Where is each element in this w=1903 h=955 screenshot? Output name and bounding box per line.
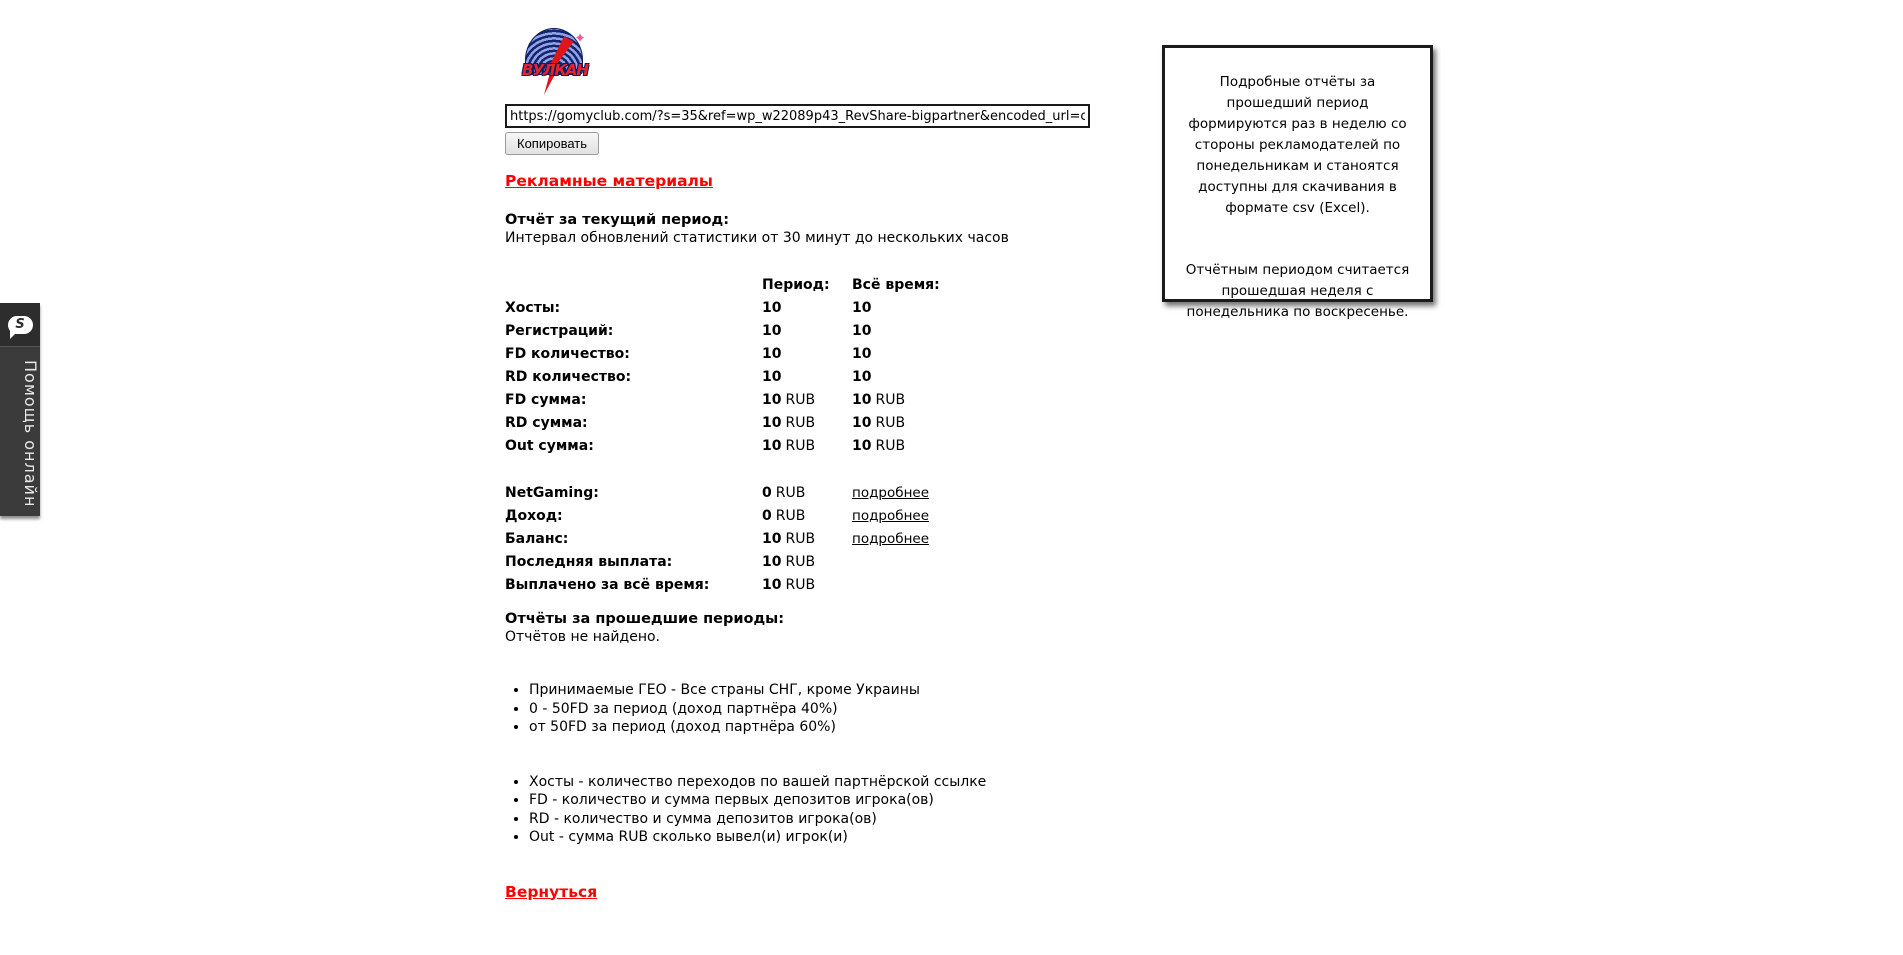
current-period-subtitle: Интервал обновлений статистики от 30 минут до нескольких часов [505, 230, 1009, 246]
account-value: 10 RUB [762, 531, 816, 547]
copy-button[interactable]: Копировать [505, 132, 599, 155]
stat-alltime-value: 10 [852, 323, 872, 339]
account-label: Выплачено за всё время: [505, 577, 710, 593]
list-item: • 0 - 50FD за период (доход партнёра 40%) [529, 700, 1145, 719]
stat-period-value: 10 [762, 369, 782, 385]
stat-label: RD сумма: [505, 415, 588, 431]
chat-bubble-icon [8, 316, 33, 334]
stat-label: RD количество: [505, 369, 632, 385]
account-label: Баланс: [505, 531, 569, 547]
stat-period-value: 10 RUB [762, 392, 816, 408]
list-item: • Хосты - количество переходов по вашей партнёрской ссылке [529, 773, 1145, 792]
logo-text: ВУЛКАН [522, 61, 588, 79]
account-value: 0 RUB [762, 485, 806, 501]
list-item: • Out - сумма RUB сколько вывел(и) игрок(и) [529, 828, 1145, 847]
terms-notes-list [505, 773, 1145, 847]
stat-period-value: 10 RUB [762, 438, 816, 454]
stat-alltime-value: 10 RUB [852, 392, 906, 408]
stat-period-value: 10 [762, 346, 782, 362]
stat-label: Хосты: [505, 300, 561, 316]
chat-icon-area[interactable] [0, 303, 40, 347]
account-label: Доход: [505, 508, 563, 524]
info-paragraph-1: Подробные отчёты за прошедший период формируются раз в неделю со стороны рекламодателей по понедельникам и станоятся доступны для скачивания в формате csv (Excel). [1188, 74, 1407, 216]
past-reports-title: Отчёты за прошедшие периоды: [505, 611, 785, 627]
stat-period-value: 10 [762, 300, 782, 316]
stat-period-value: 10 [762, 323, 782, 339]
geo-notes-list [505, 681, 1145, 737]
stat-label: FD сумма: [505, 392, 587, 408]
stats-header-alltime: Всё время: [852, 277, 940, 293]
logo-star-icon: ✦ [574, 31, 585, 45]
stats-header-period: Период: [762, 277, 830, 293]
stat-alltime-value: 10 [852, 346, 872, 362]
account-link-cell [852, 528, 1022, 551]
advertising-materials-link[interactable]: Рекламные материалы [505, 172, 713, 190]
referral-url-input[interactable] [505, 104, 1090, 128]
stat-alltime-value: 10 [852, 300, 872, 316]
stat-label: Регистраций: [505, 323, 614, 339]
vulkan-logo [522, 28, 588, 100]
list-item: • от 50FD за период (доход партнёра 60%) [529, 718, 1145, 737]
account-label: Последняя выплата: [505, 554, 673, 570]
income-details-link[interactable]: подробнее [852, 508, 930, 524]
list-item: • RD - количество и сумма депозитов игрока(ов) [529, 810, 1145, 829]
account-value: 0 RUB [762, 508, 806, 524]
main-content [505, 28, 1145, 901]
info-paragraph-2: Отчётным периодом считается прошедшая неделя с понедельника по воскресенье. [1185, 262, 1410, 321]
account-label: NetGaming: [505, 485, 599, 501]
past-reports-empty: Отчётов не найдено. [505, 629, 660, 645]
current-period-title: Отчёт за текущий период: [505, 212, 730, 228]
stat-alltime-value: 10 RUB [852, 415, 906, 431]
help-online-tab[interactable] [0, 303, 40, 516]
account-link-cell [852, 482, 1022, 505]
balance-details-link[interactable]: подробнее [852, 531, 930, 547]
account-value: 10 RUB [762, 577, 816, 593]
weekly-reports-info-box [1162, 45, 1433, 321]
chat-bubble-glyph: S [15, 317, 25, 332]
account-link-cell [852, 505, 1022, 528]
help-online-label: Помощь онлайн [21, 360, 40, 508]
stat-alltime-value: 10 RUB [852, 438, 906, 454]
stat-alltime-value: 10 [852, 369, 872, 385]
stat-period-value: 10 RUB [762, 415, 816, 431]
account-value: 10 RUB [762, 554, 816, 570]
list-item: • Принимаемые ГЕО - Все страны СНГ, кроме Украины [529, 681, 1145, 700]
account-table [505, 482, 1145, 597]
back-link[interactable]: Вернуться [505, 882, 598, 901]
stats-table [505, 274, 1145, 458]
netgaming-details-link[interactable]: подробнее [852, 485, 930, 501]
stat-label: FD количество: [505, 346, 630, 362]
list-item: • FD - количество и сумма первых депозитов игрока(ов) [529, 791, 1145, 810]
stat-label: Out сумма: [505, 438, 594, 454]
